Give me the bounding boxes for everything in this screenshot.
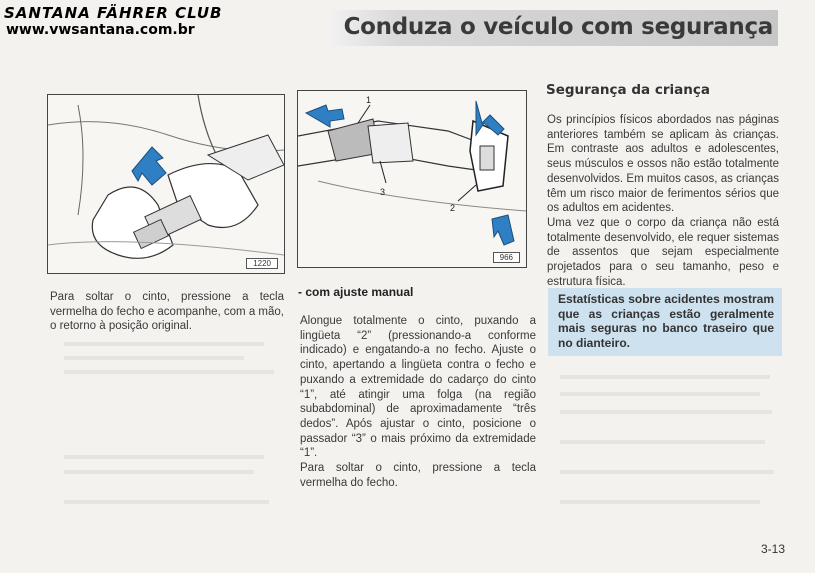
figure-1-illustration (48, 95, 284, 273)
column-2-text (300, 314, 536, 490)
figure-2-label-2: 2 (450, 203, 456, 213)
stats-callout (548, 288, 782, 356)
section-title: Segurança da criança (546, 82, 710, 98)
arrow-icon (132, 147, 166, 185)
page-title: Conduza o veículo com segurança (343, 14, 773, 40)
page-number: 3-13 (760, 542, 785, 556)
figure-2 (297, 90, 527, 268)
column-2-paragraph-1: Alongue totalmente o cinto, puxando a lingüeta “2” (pressionando-a conforme indicado) e engatando-a no fecho. Ajuste o cinto, apertando a lingüeta contra o fecho e puxando a extremidade do cadarço do cinto “1”, até atingir uma folga (na região subabdominal) de aproximadamente “três dedos”. Após ajustar o cinto, posicione o passador “3” o mais próximo da extremidade “1”. (300, 315, 536, 460)
arrow-icon (492, 215, 514, 245)
figure-2-code: 966 (493, 252, 520, 263)
arrow-icon (306, 105, 344, 127)
column-2-paragraph-2: Para soltar o cinto, pressione a tecla vermelha do fecho. (300, 462, 536, 489)
stats-callout-text: Estatísticas sobre acidentes mostram que as crianças estão geralmente mais seguras no banco traseiro que no dianteiro. (558, 292, 774, 350)
figure-2-label-3: 3 (380, 187, 386, 197)
figure-2-illustration (298, 91, 526, 267)
figure-1 (47, 94, 285, 274)
section-subtitle: - com ajuste manual (298, 285, 414, 299)
figure-1-code: 1220 (246, 258, 278, 269)
column-3-text (547, 113, 779, 289)
watermark-url: www.vwsantana.com.br (6, 22, 195, 38)
column-3-paragraph-1: Os princípios físicos abordados nas páginas anteriores também se aplicam às crianças. Em contraste aos adultos e adolescentes, seus músculos e ossos não estão totalmente desenvolvidos. Em muitos casos, as crianças têm um risco maior de ferimentos sérios que os adultos em acidentes. (547, 114, 779, 215)
watermark-brand: SANTANA FÄHRER CLUB (4, 4, 223, 22)
figure-1-caption: Para soltar o cinto, pressione a tecla vermelha do fecho e acompanhe, com a mão, o retorno à posição original. (50, 291, 284, 333)
column-3-paragraph-2: Uma vez que o corpo da criança não está totalmente desenvolvido, ele requer sistemas de assentos que sejam especialmente projetados para o seu tamanho, peso e estrutura física. (547, 216, 779, 288)
figure-2-label-1: 1 (366, 95, 372, 105)
